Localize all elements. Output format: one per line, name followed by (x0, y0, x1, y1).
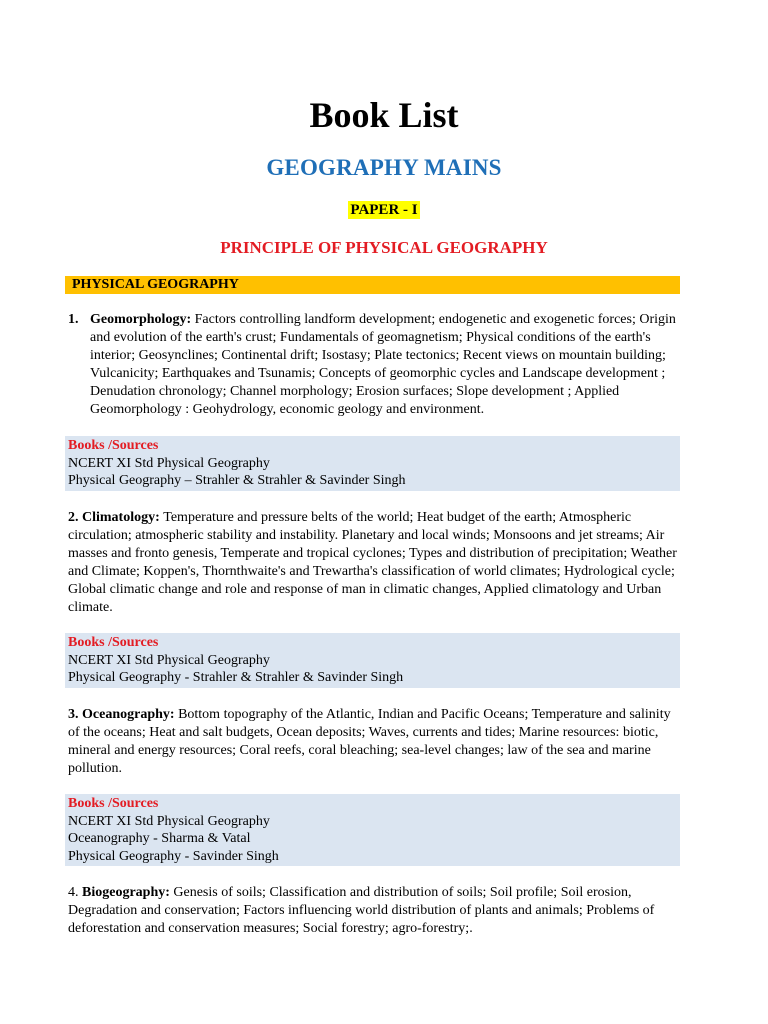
books-box (65, 436, 680, 491)
item-climatology (68, 509, 680, 617)
item-heading: Climatology: (82, 510, 164, 525)
books-box (65, 794, 680, 866)
books-heading: Books /Sources (68, 438, 159, 453)
books-heading: Books /Sources (68, 796, 159, 811)
book-entry: Oceanography - Sharma & Vatal (68, 831, 251, 846)
item-text: Temperature and pressure belts of the world; Heat budget of the earth; Atmospheric circulation; atmospheric stability and instability. Planetary and local winds; Monsoons and jet streams; Air masses and fronto genesis, Temperate and tropical cyclones; Types and distribution of precipitation; Weather and Climate; Koppen's, Thornthwaite's and Trewartha's classification of world climates; Hydrological cycle; Global climatic change and role and response of man in climatic changes, Applied climatology and Urban climate. (68, 510, 677, 615)
item-text: Bottom topography of the Atlantic, Indian and Pacific Oceans; Temperature and salinity of the oceans; Heat and salt budgets, Ocean deposits; Waves, currents and tides; Marine resources: biotic, mineral and energy resources; Coral reefs, coral bleaching; sea-level changes; law of the sea and marine pollution. (68, 707, 671, 776)
books-box (65, 633, 680, 688)
item-heading: Oceanography: (82, 707, 179, 722)
page-subtitle: GEOGRAPHY MAINS (266, 155, 502, 180)
book-entry: Physical Geography – Strahler & Strahler & Savinder Singh (68, 473, 406, 488)
section-bar: PHYSICAL GEOGRAPHY (65, 276, 680, 294)
item-geomorphology (68, 311, 680, 419)
item-oceanography (68, 706, 680, 778)
item-heading: Geomorphology: (90, 312, 195, 327)
item-heading: Biogeography: (82, 885, 174, 900)
page-title: Book List (309, 95, 459, 135)
item-text: Genesis of soils; Classification and distribution of soils; Soil profile; Soil erosion, Degradation and conservation; Factors influencing world distribution of plants and animals; Problems of deforestation and conservation measures; Social forestry; agro-forestry;. (68, 885, 655, 936)
item-number: 1. (68, 312, 79, 327)
item-number: 4. (68, 885, 82, 900)
book-entry: NCERT XI Std Physical Geography (68, 455, 270, 471)
item-number: 3. (68, 707, 82, 722)
book-entry: NCERT XI Std Physical Geography (68, 652, 270, 668)
principle-heading: PRINCIPLE OF PHYSICAL GEOGRAPHY (220, 238, 548, 257)
paper-label-wrap (0, 201, 768, 219)
book-entry: NCERT XI Std Physical Geography (68, 813, 270, 829)
item-biogeography (68, 884, 680, 938)
book-entry: Physical Geography - Savinder Singh (68, 848, 279, 864)
paper-label: PAPER - I (350, 202, 418, 218)
item-number: 2. (68, 510, 82, 525)
books-heading: Books /Sources (68, 635, 159, 650)
book-entry: Physical Geography - Strahler & Strahler & Savinder Singh (68, 670, 404, 685)
item-text: Factors controlling landform development; endogenetic and exogenetic forces; Origin and evolution of the earth's crust; Fundamentals of geomagnetism; Physical conditions of the earth's interior; Geosynclines; Continental drift; Isostasy; Plate tectonics; Recent views on mountain building; Vulcanicity; Earthquakes and Tsunamis; Concepts of geomorphic cycles and Landscape development ; Denudation chronology; Channel morphology; Erosion surfaces; Slope development ; Applied Geomorphology : Geohydrology, economic geology and environment. (90, 312, 676, 417)
